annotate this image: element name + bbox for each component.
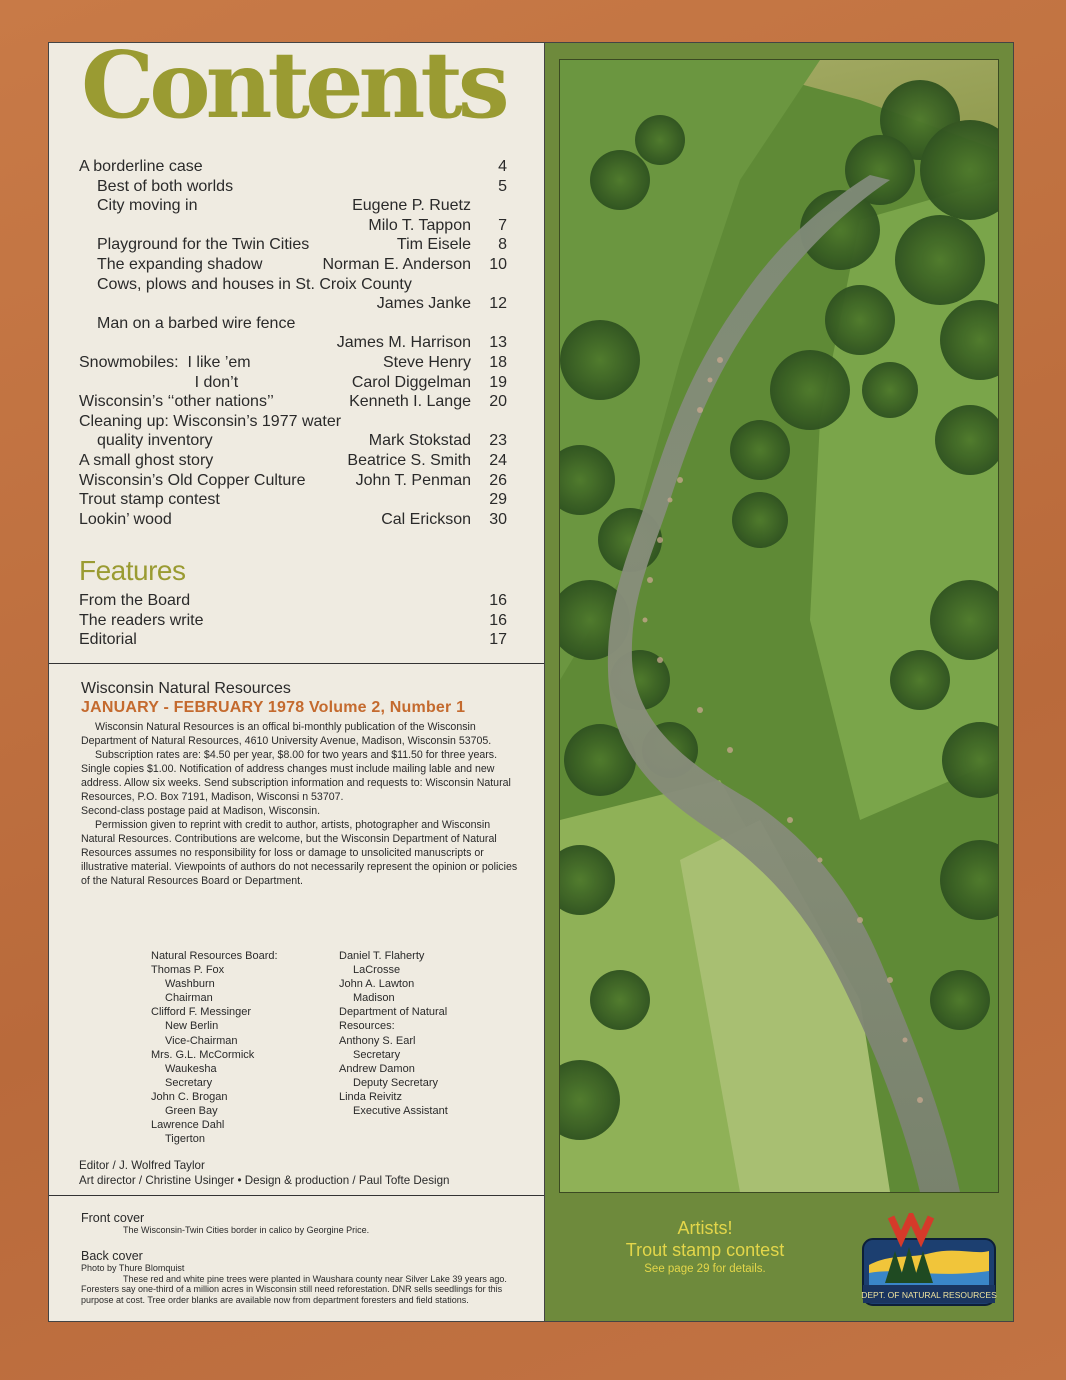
feature-entry	[79, 611, 507, 631]
staff-credits	[79, 1158, 450, 1188]
board-member-line: Anthony S. Earl	[339, 1034, 416, 1047]
front-cover-text: The Wisconsin-Twin Cities border in calico by Georgine Price.	[123, 1225, 370, 1235]
toc-author: Steve Henry	[382, 353, 471, 371]
photo-panel	[545, 42, 1014, 1322]
board-member-line: Madison	[353, 992, 395, 1005]
toc-entry	[79, 510, 507, 530]
board-member-line: Linda Reivitz	[339, 1090, 402, 1103]
board-member-line: Department of Natural	[339, 1006, 448, 1019]
toc-entry	[79, 412, 507, 432]
toc-title: Cleaning up: Wisconsin’s 1977 water	[79, 412, 342, 430]
toc-title: Man on a barbed wire fence	[97, 314, 296, 332]
board-list-right	[339, 949, 448, 1118]
feature-title: Editorial	[79, 631, 137, 649]
trout-stamp-promo	[585, 1217, 825, 1277]
toc-title: I don’t	[79, 373, 239, 391]
board-member-line: Thomas P. Fox	[151, 964, 225, 977]
toc-entry	[79, 294, 507, 314]
toc-page-number: 10	[489, 255, 507, 273]
board-member-line: Green Bay	[165, 1105, 218, 1118]
board-member-line: Washburn	[165, 978, 215, 991]
magazine-name: Wisconsin Natural Resources	[81, 680, 291, 697]
board-member-line: Waukesha	[165, 1062, 217, 1075]
feature-entry	[79, 591, 507, 611]
board-member-line: John A. Lawton	[339, 978, 415, 991]
toc-entry	[79, 471, 507, 491]
toc-author: John T. Penman	[355, 471, 471, 489]
toc-author: Tim Eisele	[396, 236, 471, 254]
feature-page-number: 16	[489, 611, 507, 629]
toc-entry	[79, 392, 507, 412]
toc-entry	[79, 490, 507, 510]
toc-page-number: 23	[489, 432, 507, 450]
toc-page-number: 13	[489, 334, 507, 352]
feature-entry	[79, 630, 507, 650]
contents-panel	[48, 31, 545, 1322]
feature-page-number: 17	[489, 631, 507, 649]
toc-page-number: 26	[489, 471, 507, 489]
toc-entry	[79, 333, 507, 353]
board-member-line: Daniel T. Flaherty	[339, 950, 425, 962]
toc-page-number: 18	[489, 353, 507, 371]
wisconsin-dnr-logo-icon	[861, 1213, 997, 1309]
toc-title: Cows, plows and houses in St. Croix County	[97, 275, 412, 293]
toc-page-number: 30	[489, 510, 507, 528]
board-member-line: Clifford F. Messinger	[151, 1006, 252, 1019]
toc-page-number: 8	[498, 236, 507, 254]
masthead-body	[81, 720, 521, 888]
board-member-line: Lawrence Dahl	[151, 1119, 225, 1132]
toc-title: The expanding shadow	[97, 255, 263, 273]
divider	[49, 663, 544, 664]
board-member-line: LaCrosse	[353, 964, 401, 977]
toc-page-number: 7	[498, 216, 507, 234]
masthead	[81, 679, 521, 888]
board-member-line: John C. Brogan	[151, 1090, 228, 1103]
toc-entry	[79, 235, 507, 255]
board-member-line: Deputy Secretary	[353, 1076, 438, 1089]
features-list	[79, 591, 507, 650]
logo-caption: DEPT. OF NATURAL RESOURCES	[861, 1290, 997, 1300]
board-member-line: Vice-Chairman	[165, 1034, 238, 1047]
back-cover-heading: Back cover	[81, 1249, 143, 1264]
board-member-line: Natural Resources Board:	[151, 950, 278, 962]
board-member-line: New Berlin	[165, 1020, 219, 1033]
feature-page-number: 16	[489, 592, 507, 609]
toc-author: Kenneth I. Lange	[349, 393, 471, 411]
toc-title: Wisconsin’s ‘‘other nations’’	[79, 393, 274, 411]
toc-author: Carol Diggelman	[351, 373, 471, 391]
back-cover-photo-credit: Photo by Thure Blomquist	[81, 1263, 185, 1274]
toc-page-number: 29	[489, 491, 507, 509]
toc-entry	[79, 431, 507, 451]
cover-notes	[81, 1211, 511, 1305]
board-member-line: Secretary	[165, 1076, 213, 1089]
features-heading: Features	[79, 555, 186, 586]
toc-entry	[79, 216, 507, 236]
toc-title: Wisconsin’s Old Copper Culture	[79, 471, 306, 489]
board-member-line: Executive Assistant	[353, 1105, 448, 1118]
toc-entry	[79, 451, 507, 471]
art-credit: Art director / Christine Usinger • Design & production / Paul Tofte Design	[79, 1174, 450, 1187]
masthead-paragraph: Permission given to reprint with credit to author, artists, photographer and Wisconsin Natural Resources. Contributions are welcome, but the Wisconsin Department of Natural Resources assumes no responsibility for loss or damage to unsolicited manuscripts or illustrative material. Viewpoints of authors do not necessarily represent the opinion or policies of the Natural Resources Board or Department.	[81, 819, 518, 887]
toc-entry	[79, 177, 507, 197]
toc-title: City moving in	[97, 197, 198, 215]
promo-subheadline: Trout stamp contest	[625, 1240, 785, 1260]
board-member-line: Resources:	[339, 1020, 395, 1033]
toc-author: Eugene P. Ruetz	[352, 197, 471, 215]
toc-entry	[79, 314, 507, 334]
board-member-line: Secretary	[353, 1048, 401, 1061]
toc-entry	[79, 196, 507, 216]
masthead-paragraph: Wisconsin Natural Resources is an offical bi-monthly publication of the Wisconsin Department of Natural Resources, 4610 University Avenue, Madison, Wisconsin 53705.	[81, 721, 492, 747]
table-of-contents	[79, 157, 507, 529]
toc-author: James Janke	[376, 295, 471, 313]
feature-title: From the Board	[79, 592, 191, 609]
toc-page-number: 20	[489, 393, 507, 411]
toc-author: Milo T. Tappon	[368, 216, 471, 234]
toc-title: Playground for the Twin Cities	[97, 236, 310, 254]
editor-credit: Editor / J. Wolfred Taylor	[79, 1159, 205, 1172]
issue-line: JANUARY - FEBRUARY 1978 Volume 2, Number 1	[81, 699, 466, 716]
promo-headline: Artists!	[677, 1218, 733, 1238]
board-member-line: Chairman	[165, 992, 213, 1005]
toc-entry	[79, 157, 507, 177]
divider	[49, 1195, 544, 1196]
contents-heading: Contents	[81, 31, 505, 139]
toc-page-number: 19	[489, 373, 507, 391]
promo-details: See page 29 for details.	[644, 1263, 766, 1275]
toc-title: Snowmobiles: I like ’em	[79, 353, 251, 371]
toc-author: James M. Harrison	[336, 334, 471, 352]
toc-page-number: 12	[489, 295, 507, 313]
board-member-line: Tigerton	[165, 1133, 205, 1146]
toc-title: Lookin’ wood	[79, 510, 172, 528]
masthead-paragraph: Second-class postage paid at Madison, Wisconsin.	[81, 805, 321, 817]
toc-title: A small ghost story	[79, 451, 214, 469]
board-list-left	[151, 949, 278, 1146]
toc-title: Best of both worlds	[97, 177, 234, 195]
toc-entry	[79, 353, 507, 373]
toc-author: Norman E. Anderson	[322, 255, 471, 273]
toc-title: quality inventory	[97, 432, 213, 450]
toc-author: Mark Stokstad	[368, 432, 471, 450]
back-cover-text: These red and white pine trees were planted in Waushara county near Silver Lake 39 years ago. Foresters say one-third of a million acres in Wisconsin still need reforestation. DNR sells seedlings for this purpose at cost. Tree order blanks are available now from department foresters and field stations.	[81, 1273, 507, 1305]
toc-title: A borderline case	[79, 158, 203, 175]
board-member-line: Andrew Damon	[339, 1062, 415, 1075]
toc-author: Cal Erickson	[381, 510, 471, 528]
toc-page-number: 24	[489, 451, 507, 469]
feature-title: The readers write	[79, 611, 204, 629]
masthead-paragraph: Subscription rates are: $4.50 per year, $8.00 for two years and $11.50 for three years. Single copies $1.00. Notification of address changes must include mailing lable and new address. Allow six weeks. Send subscription information and requests to: Wisconsin Natural Resources, P.O. Box 7191, Madison, Wisconsi n 53707.	[81, 749, 511, 803]
toc-page-number: 4	[498, 158, 507, 175]
toc-entry	[79, 275, 507, 295]
toc-author: Beatrice S. Smith	[347, 451, 471, 469]
toc-entry	[79, 373, 507, 393]
toc-page-number: 5	[498, 177, 507, 195]
front-cover-heading: Front cover	[81, 1211, 145, 1225]
toc-title: Trout stamp contest	[79, 491, 220, 509]
aerial-river-photo	[559, 59, 999, 1193]
board-member-line: Mrs. G.L. McCormick	[151, 1048, 255, 1061]
toc-entry	[79, 255, 507, 275]
